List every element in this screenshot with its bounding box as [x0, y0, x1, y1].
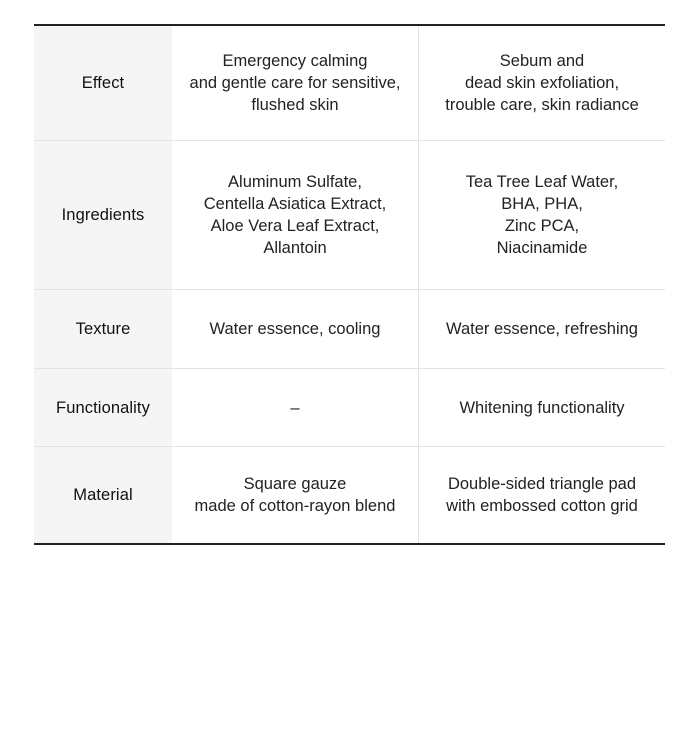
- effect-product-2-cell: Sebum and dead skin exfoliation, trouble care, skin radiance: [418, 26, 665, 140]
- table-row-effect: [34, 26, 665, 141]
- table-row-functionality: [34, 369, 665, 447]
- effect-product-1-cell: Emergency calming and gentle care for sensitive, flushed skin: [189, 52, 401, 114]
- row-label-material: Material: [34, 447, 172, 543]
- row-label-ingredients: Ingredients: [34, 141, 172, 289]
- ingredients-product-1-cell: Aluminum Sulfate, Centella Asiatica Extract, Aloe Vera Leaf Extract, Allantoin: [203, 173, 387, 257]
- table-row-material: [34, 447, 665, 543]
- texture-product-2-cell: Water essence, refreshing: [418, 290, 665, 368]
- comparison-table: [34, 24, 665, 545]
- functionality-product-1-cell: –: [290, 398, 300, 417]
- row-label-effect: Effect: [34, 26, 172, 140]
- table-row-texture: [34, 290, 665, 369]
- row-label-texture: Texture: [34, 290, 172, 368]
- functionality-product-2-cell: Whitening functionality: [418, 369, 665, 446]
- texture-product-1-cell: Water essence, cooling: [209, 320, 381, 338]
- material-product-2-cell: Double-sided triangle pad with embossed cotton grid: [418, 447, 665, 543]
- ingredients-product-2-cell: Tea Tree Leaf Water, BHA, PHA, Zinc PCA, Niacinamide: [418, 141, 665, 289]
- material-product-1-cell: Square gauze made of cotton-rayon blend: [194, 475, 396, 515]
- table-row-ingredients: [34, 141, 665, 290]
- row-label-functionality: Functionality: [34, 369, 172, 446]
